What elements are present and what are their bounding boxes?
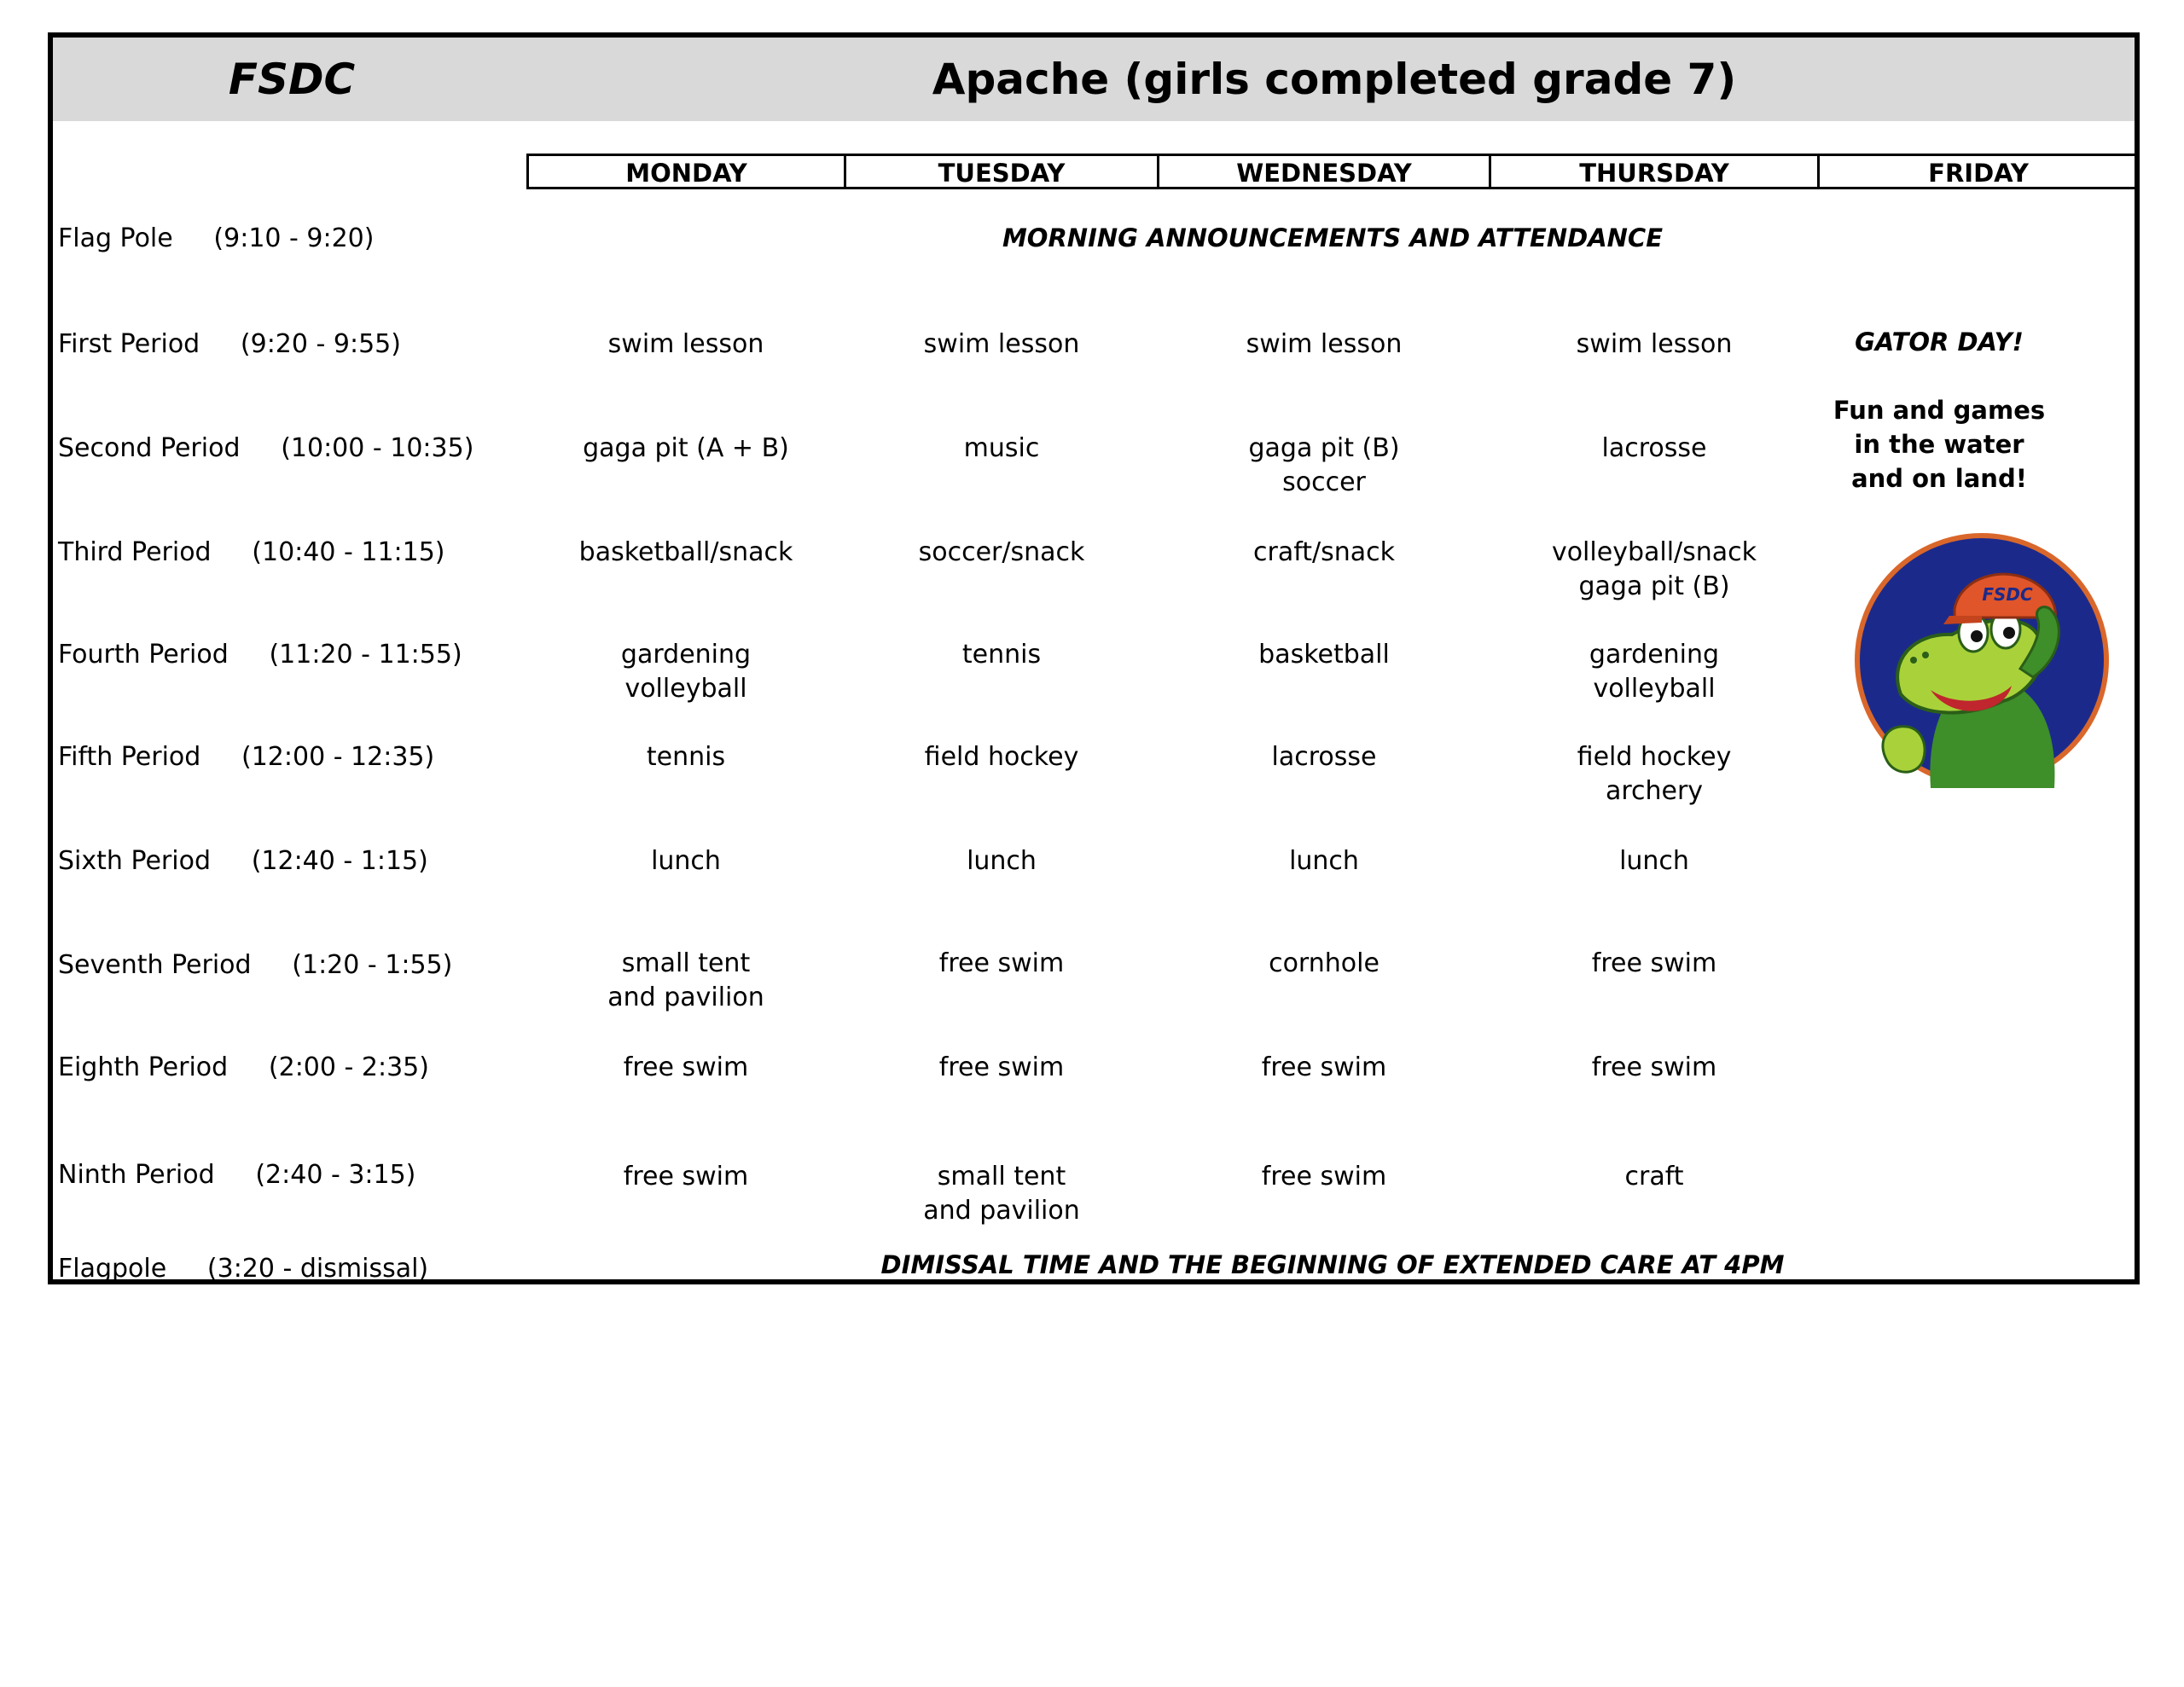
schedule-cell [848,844,1155,878]
slot-label: First Period (9:20 - 9:55) [58,329,401,359]
slot-label: Fifth Period (12:00 - 12:35) [58,742,435,772]
schedule-cell [1170,536,1478,570]
schedule-cell [532,740,839,774]
day-header-thursday: THURSDAY [1489,154,1820,189]
slot-label: Flagpole (3:20 - dismissal) [58,1254,429,1284]
activity-line: gardening [1589,640,1720,670]
dismissal-band: DIMISSAL TIME AND THE BEGINNING OF EXTENDED CARE AT 4PM [880,1250,1785,1279]
schedule-cell [1170,328,1478,362]
gator-day-title: GATOR DAY! [1855,328,2024,357]
activity-line: lacrosse [1601,433,1707,463]
schedule-cell [848,1051,1155,1085]
slot-label: Fourth Period (11:20 - 11:55) [58,640,462,670]
schedule-cell [1170,844,1478,878]
schedule-cell [532,844,839,878]
schedule-cell [1501,740,1808,809]
schedule-sheet [48,32,2140,1284]
activity-line: and pavilion [607,983,764,1012]
schedule-cell [1170,740,1478,774]
schedule-cell [532,536,839,570]
activity-line: music [963,433,1040,463]
schedule-cell [1501,432,1808,466]
day-header-monday: MONDAY [526,154,846,189]
activity-line: free swim [1591,1052,1717,1082]
schedule-cell [532,1051,839,1085]
schedule-cell [1501,536,1808,604]
cap-logo-text: FSDC [1982,584,2033,605]
activity-line: gaga pit (A + B) [583,433,789,463]
schedule-cell [848,328,1155,362]
activity-line: free swim [1261,1052,1387,1082]
schedule-cell [1501,1160,1808,1194]
schedule-cell [1501,328,1808,362]
page-title: Apache (girls completed grade 7) [932,55,1737,104]
activity-line: free swim [623,1162,749,1191]
activity-line: volleyball/snack [1551,537,1757,567]
activity-line: small tent [621,948,751,978]
activity-line: lunch [1619,846,1689,876]
activity-line: basketball [1258,640,1390,670]
schedule-cell [848,638,1155,672]
gator-nostril-icon [1910,657,1917,664]
gator-fist-icon [1883,727,1925,773]
activity-line: soccer [1282,467,1366,497]
activity-line: field hockey [1577,742,1732,772]
schedule-cell [848,740,1155,774]
activity-line: swim lesson [923,329,1080,359]
schedule-cell [848,1160,1155,1228]
schedule-cell [1501,844,1808,878]
activity-line: lacrosse [1271,742,1377,772]
schedule-cell [1170,1160,1478,1194]
gator-pupil-icon [1971,630,1983,642]
schedule-cell [1170,432,1478,500]
activity-line: lunch [1289,846,1359,876]
activity-line: archery [1605,776,1704,806]
schedule-cell [1501,1051,1808,1085]
header-bar [53,38,2135,121]
activity-line: and pavilion [923,1196,1080,1226]
day-header-friday: FRIDAY [1817,154,2140,189]
activity-line: volleyball [624,674,747,704]
activity-line: gardening [620,640,752,670]
activity-line: soccer/snack [918,537,1085,567]
schedule-cell [1170,638,1478,672]
day-header-tuesday: TUESDAY [844,154,1159,189]
gator-day-line: in the water [1854,430,2024,459]
schedule-cell [532,947,839,1015]
gator-mascot-logo [1854,532,2110,788]
schedule-cell [848,947,1155,981]
activity-line: lunch [967,846,1037,876]
slot-label: Flag Pole (9:10 - 9:20) [58,223,375,253]
schedule-cell [532,638,839,706]
schedule-cell [848,432,1155,466]
activity-line: free swim [938,948,1065,978]
activity-line: swim lesson [1576,329,1733,359]
activity-line: craft/snack [1252,537,1395,567]
activity-line: tennis [646,742,726,772]
activity-line: free swim [938,1052,1065,1082]
schedule-cell [1170,947,1478,981]
activity-line: volleyball [1593,674,1716,704]
slot-label: Seventh Period (1:20 - 1:55) [58,950,453,980]
slot-label: Sixth Period (12:40 - 1:15) [58,846,428,876]
slot-label: Third Period (10:40 - 11:15) [58,537,445,567]
schedule-cell [1170,1051,1478,1085]
slot-label: Eighth Period (2:00 - 2:35) [58,1052,429,1082]
activity-line: free swim [623,1052,749,1082]
gator-day-line: Fun and games [1833,396,2046,425]
day-header-wednesday: WEDNESDAY [1157,154,1491,189]
schedule-cell [532,328,839,362]
activity-line: swim lesson [1246,329,1403,359]
activity-line: craft [1624,1162,1684,1191]
schedule-cell [532,1160,839,1194]
activity-line: gaga pit (B) [1578,571,1730,601]
activity-line: free swim [1261,1162,1387,1191]
morning-announcements-band: MORNING ANNOUNCEMENTS AND ATTENDANCE [1002,223,1664,252]
slot-label: Ninth Period (2:40 - 3:15) [58,1160,416,1190]
activity-line: tennis [961,640,1042,670]
gator-nostril-icon [1922,652,1929,658]
activity-line: gaga pit (B) [1248,433,1400,463]
activity-line: basketball/snack [578,537,793,567]
activity-line: cornhole [1269,948,1380,978]
schedule-cell [848,536,1155,570]
gator-day-description [1820,393,2059,496]
activity-line: lunch [651,846,721,876]
schedule-cell [532,432,839,466]
slot-label: Second Period (10:00 - 10:35) [58,433,474,463]
gator-pupil-icon [2003,627,2015,639]
schedule-cell [1501,947,1808,981]
activity-line: swim lesson [607,329,764,359]
gator-day-line: and on land! [1851,464,2027,493]
brand-title: FSDC [228,55,356,104]
schedule-cell [1501,638,1808,706]
activity-line: field hockey [924,742,1079,772]
activity-line: small tent [937,1162,1066,1191]
activity-line: free swim [1591,948,1717,978]
